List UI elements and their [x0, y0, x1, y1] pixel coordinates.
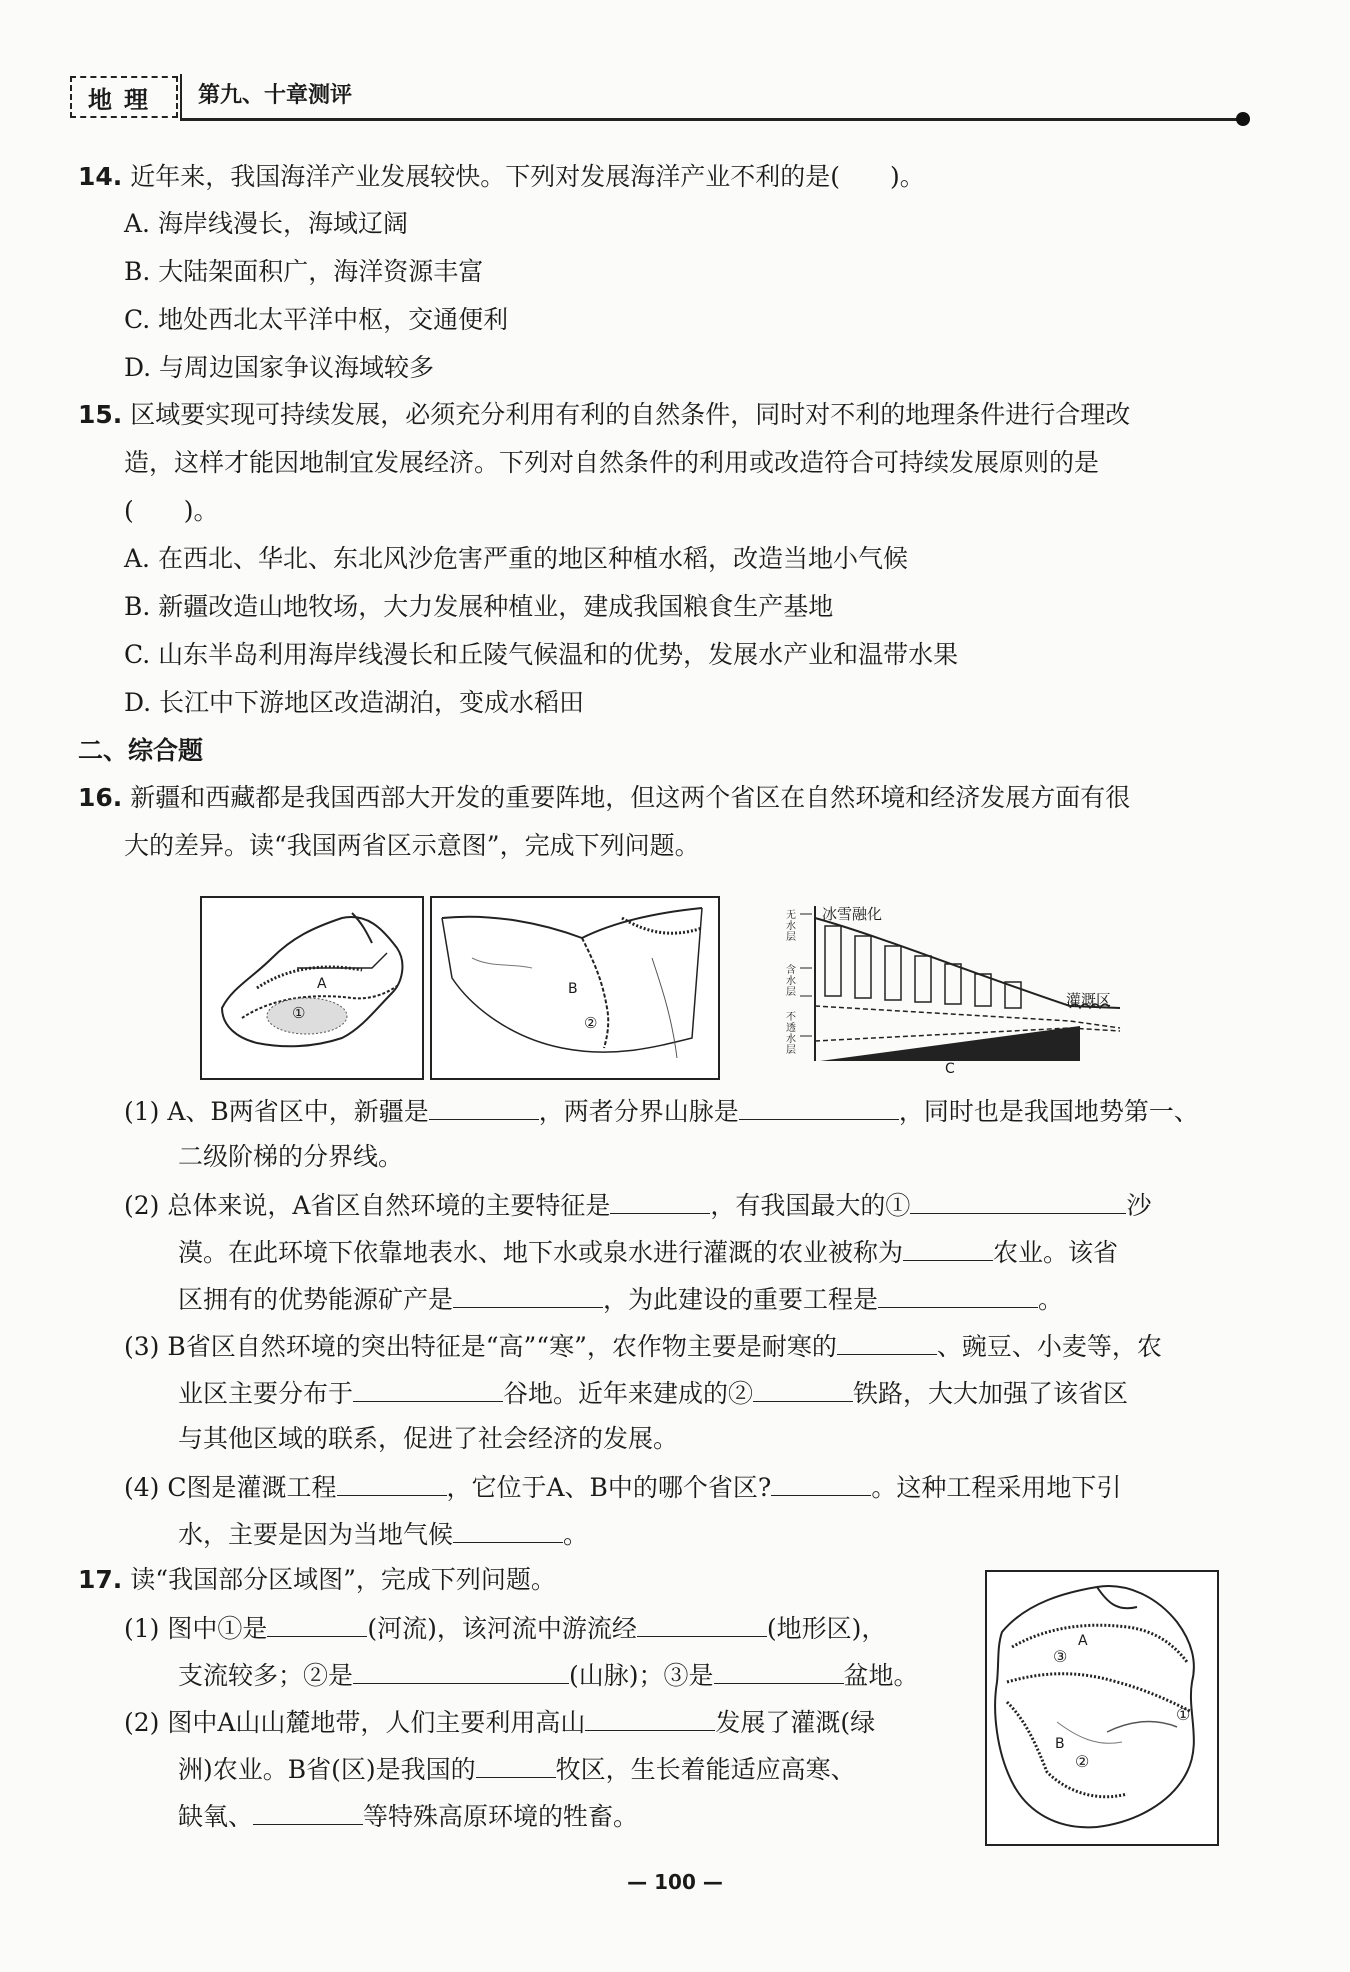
- q17-p2-text-a: (2) 图中A山山麓地带，人们主要利用高山: [124, 1708, 586, 1737]
- q16-p2-text-a: (2) 总体来说，A省区自然环境的主要特征是: [124, 1191, 611, 1220]
- answer-blank[interactable]: [610, 1187, 710, 1214]
- answer-blank[interactable]: [476, 1751, 556, 1778]
- q16-p3-text-e: 铁路，大大加强了该省区: [853, 1379, 1129, 1408]
- q17-map-circle-2: ②: [1075, 1752, 1090, 1771]
- answer-blank[interactable]: [429, 1093, 539, 1120]
- q17-map-label-b: B: [1055, 1736, 1065, 1752]
- chapter-title: 第九、十章测评: [198, 83, 353, 108]
- answer-blank[interactable]: [353, 1657, 569, 1684]
- q16-map-label-a: A: [317, 976, 327, 992]
- answer-blank[interactable]: [739, 1093, 899, 1120]
- q16-number: 16.: [78, 783, 123, 812]
- q17-map-circle-3: ③: [1053, 1647, 1068, 1666]
- header-separator: [180, 74, 182, 118]
- q17-p2-text-d: 牧区，生长着能适应高寒、: [555, 1755, 856, 1784]
- q16-p4-text-d: 水，主要是因为当地气候: [178, 1520, 454, 1549]
- q16-p3-text-d: 谷地。近年来建成的②: [503, 1379, 754, 1408]
- q17-p1-text-c: (地形区)，: [766, 1614, 887, 1643]
- q16-part1-line2: 二级阶梯的分界线。: [178, 1142, 404, 1171]
- q15-stem-line-1: [78, 398, 1130, 432]
- answer-blank[interactable]: [453, 1281, 603, 1308]
- header-rule: [180, 118, 1242, 121]
- q14-number: 14.: [78, 162, 123, 191]
- q16-p4-text-e: 。: [563, 1520, 589, 1549]
- q16-p1-text-a: (1) A、B两省区中，新疆是: [124, 1097, 429, 1126]
- q16-p4-text-c: 。这种工程采用地下引: [871, 1473, 1122, 1502]
- q17-stem: 读“我国部分区域图”，完成下列问题。: [130, 1565, 556, 1594]
- q16-p3-text-b: 、豌豆、小麦等，农: [936, 1332, 1162, 1361]
- q16-p2-text-f: 区拥有的优势能源矿产是: [178, 1285, 454, 1314]
- q16-p3-text-c: 业区主要分布于: [178, 1379, 354, 1408]
- answer-blank[interactable]: [353, 1375, 503, 1402]
- q17-part2-line2: [178, 1751, 856, 1787]
- answer-blank[interactable]: [253, 1798, 363, 1825]
- q16-p1-text-b: ，两者分界山脉是: [538, 1097, 739, 1126]
- q17-stem-line: [78, 1563, 556, 1597]
- q15-number: 15.: [78, 400, 123, 429]
- q14-option-d: D. 与周边国家争议海域较多: [124, 353, 435, 382]
- q15-stem-1: 区域要实现可持续发展，必须充分利用有利的自然条件，同时对不利的地理条件进行合理改: [130, 400, 1131, 429]
- q14-option-a: A. 海岸线漫长，海域辽阔: [124, 209, 408, 238]
- subject-badge: 地理: [70, 76, 178, 118]
- q16-p2-text-c: 沙: [1126, 1191, 1152, 1220]
- q17-p1-text-d: 支流较多；②是: [178, 1661, 354, 1690]
- q17-p1-text-e: (山脉)；③是: [569, 1661, 714, 1690]
- q16-p2-text-e: 农业。该省: [993, 1238, 1119, 1267]
- q16-p4-text-a: (4) C图是灌溉工程: [124, 1473, 337, 1502]
- q16-p2-text-h: 。: [1038, 1285, 1064, 1314]
- answer-blank[interactable]: [837, 1328, 937, 1355]
- answer-blank[interactable]: [903, 1234, 993, 1261]
- answer-blank[interactable]: [453, 1516, 563, 1543]
- q16-karez-irrigation-label: 灌溉区: [1066, 991, 1112, 1009]
- q15-option-d: D. 长江中下游地区改造湖泊，变成水稻田: [124, 688, 585, 717]
- q15-stem-line-3: ( )。: [124, 496, 219, 525]
- q17-p1-text-b: (河流)，该河流中游流经: [367, 1614, 637, 1643]
- q16-p1-text-c: ，同时也是我国地势第一、: [898, 1097, 1199, 1126]
- header-rule-dot: [1236, 112, 1250, 126]
- answer-blank[interactable]: [337, 1469, 447, 1496]
- q16-karez-layer-impermeable: 不透水层: [786, 1012, 796, 1056]
- q16-part1-line1: [124, 1093, 1199, 1129]
- q17-part1-line2: [178, 1657, 919, 1693]
- answer-blank[interactable]: [714, 1657, 844, 1684]
- answer-blank[interactable]: [585, 1704, 715, 1731]
- q16-p3-text-a: (3) B省区自然环境的突出特征是“高”“寒”，农作物主要是耐寒的: [124, 1332, 837, 1361]
- q16-stem-line-2: 大的差异。读“我国两省区示意图”，完成下列问题。: [124, 831, 700, 860]
- q16-part3-line1: [124, 1328, 1162, 1364]
- q14-stem-line: [78, 160, 925, 194]
- q16-part3-line2: [178, 1375, 1128, 1411]
- q17-map-circle-1: ①: [1176, 1705, 1191, 1724]
- q16-part2-line1: [124, 1187, 1151, 1223]
- q16-karez-label-c: C: [945, 1061, 955, 1077]
- q16-part4-line2: [178, 1516, 588, 1552]
- q16-map-circle-2: ②: [584, 1014, 598, 1032]
- answer-blank[interactable]: [910, 1187, 1126, 1214]
- q14-stem: 近年来，我国海洋产业发展较快。下列对发展海洋产业不利的是( )。: [130, 162, 925, 191]
- q15-option-c: C. 山东半岛利用海岸线漫长和丘陵气候温和的优势，发展水产业和温带水果: [124, 640, 959, 669]
- q16-part3-line3: 与其他区域的联系，促进了社会经济的发展。: [178, 1424, 679, 1453]
- answer-blank[interactable]: [753, 1375, 853, 1402]
- q17-part2-line1: [124, 1704, 875, 1740]
- answer-blank[interactable]: [637, 1610, 767, 1637]
- q16-map-label-b: B: [568, 981, 578, 997]
- q17-part1-line1: [124, 1610, 886, 1646]
- q15-option-b: B. 新疆改造山地牧场，大力发展种植业，建成我国粮食生产基地: [124, 592, 834, 621]
- q16-p2-text-d: 漠。在此环境下依靠地表水、地下水或泉水进行灌溉的农业被称为: [178, 1238, 904, 1267]
- q17-p2-text-f: 等特殊高原环境的牲畜。: [363, 1802, 639, 1831]
- q16-part2-line3: [178, 1281, 1063, 1317]
- answer-blank[interactable]: [267, 1610, 367, 1637]
- q16-p2-text-g: ，为此建设的重要工程是: [603, 1285, 879, 1314]
- answer-blank[interactable]: [878, 1281, 1038, 1308]
- q16-part2-line2: [178, 1234, 1118, 1270]
- section-heading: 二、综合题: [78, 736, 204, 765]
- q16-p2-text-b: ，有我国最大的①: [710, 1191, 911, 1220]
- q16-karez-layer-dry: 无水层: [786, 910, 796, 943]
- q16-p4-text-b: ，它位于A、B中的哪个省区?: [446, 1473, 772, 1502]
- answer-blank[interactable]: [771, 1469, 871, 1496]
- q16-part4-line1: [124, 1469, 1121, 1505]
- q16-karez-snow-label: 冰雪融化: [822, 905, 883, 923]
- q17-map-label-a: A: [1078, 1633, 1088, 1649]
- q15-stem-line-2: 造，这样才能因地制宜发展经济。下列对自然条件的利用或改造符合可持续发展原则的是: [124, 448, 1100, 477]
- q16-map-a: [200, 896, 424, 1080]
- q14-option-b: B. 大陆架面积广，海洋资源丰富: [124, 257, 484, 286]
- q16-stem-line-1: [78, 781, 1130, 815]
- q17-number: 17.: [78, 1565, 123, 1594]
- q14-option-c: C. 地处西北太平洋中枢，交通便利: [124, 305, 509, 334]
- q17-p1-text-a: (1) 图中①是: [124, 1614, 268, 1643]
- page-number: — 100 —: [627, 1870, 723, 1894]
- q15-option-a: A. 在西北、华北、东北风沙危害严重的地区种植水稻，改造当地小气候: [124, 544, 908, 573]
- q17-p2-text-c: 洲)农业。B省(区)是我国的: [178, 1755, 476, 1784]
- q17-part2-line3: [178, 1798, 638, 1834]
- q17-p1-text-f: 盆地。: [843, 1661, 919, 1690]
- q16-stem-1: 新疆和西藏都是我国西部大开发的重要阵地，但这两个省区在自然环境和经济发展方面有很: [130, 783, 1131, 812]
- q16-map-circle-1: ①: [292, 1004, 306, 1022]
- q16-karez-layer-aquifer: 含水层: [786, 965, 796, 998]
- q17-p2-text-b: 发展了灌溉(绿: [715, 1708, 876, 1737]
- q17-p2-text-e: 缺氧、: [178, 1802, 254, 1831]
